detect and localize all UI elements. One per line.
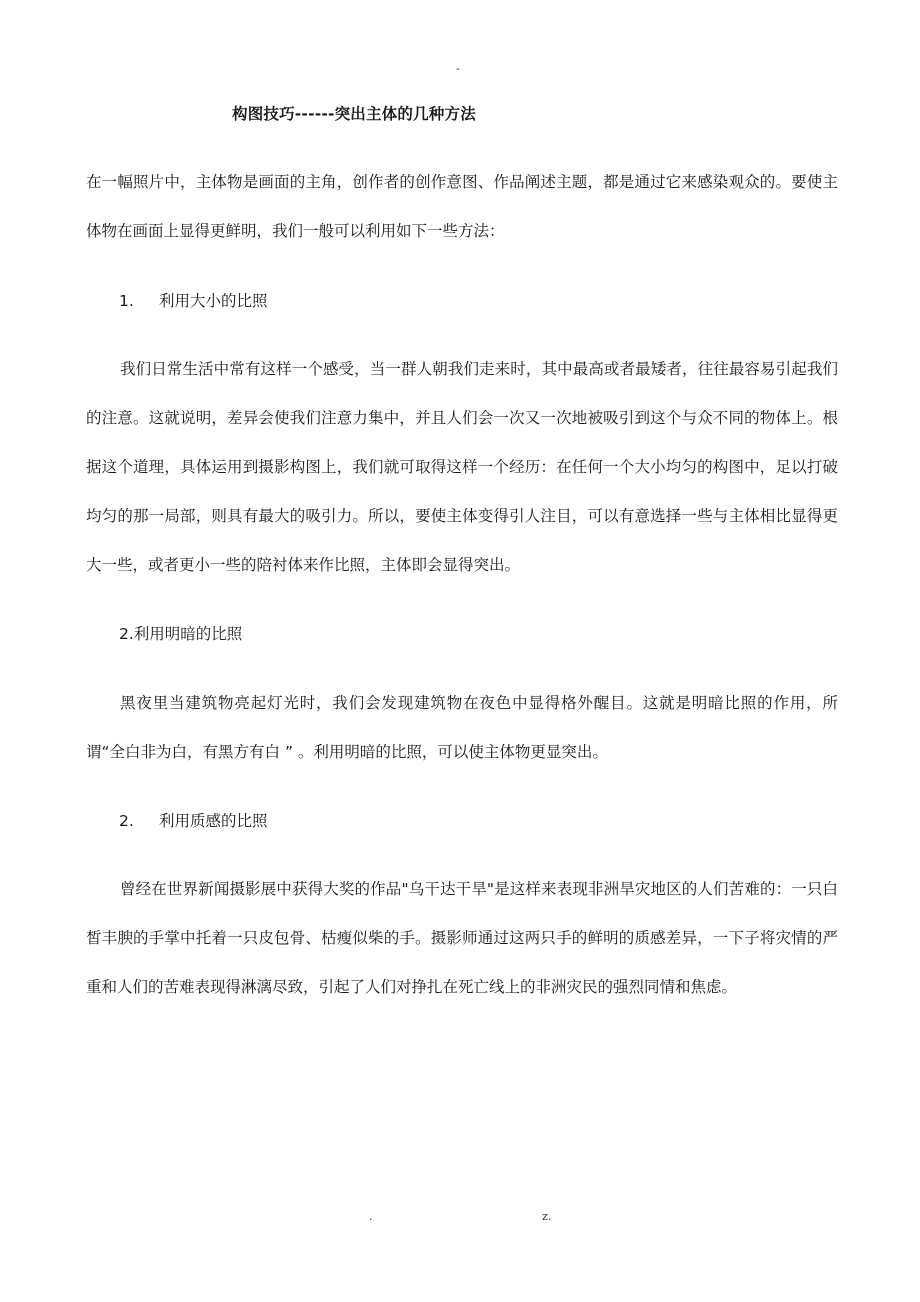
section-body-size: 我们日常生活中常有这样一个感受，当一群人朝我们走来时，其中最高或者最矮者，往往最容易引起我们的注意。这就说明，差异会使我们注意力集中，并且人们会一次又一次地被吸引到这个与众不同的物体上。根据这个道理，具体运用到摄影构图上，我们就可取得这样一个经历：在任何一个大小均匀的构图中，足以打破均匀的那一局部，则具有最大的吸引力。所以，要使主体变得引人注目，可以有意选择一些与主体相比显得更大一些，或者更小一些的陪衬体来作比照，主体即会显得突出。 [86, 360, 838, 574]
footer-left-mark: . [369, 1210, 373, 1223]
document-title: 构图技巧------突出主体的几种方法 [232, 105, 476, 123]
section-title: 利用质感的比照 [159, 812, 268, 830]
section-title: 利用大小的比照 [159, 292, 268, 310]
footer-right-mark: z. [542, 1210, 552, 1223]
section-body-texture: 曾经在世界新闻摄影展中获得大奖的作品"乌干达干旱"是这样来表现非洲旱灾地区的人们苦难的：一只白皙丰腴的手掌中托着一只皮包骨、枯瘦似柴的手。摄影师通过这两只手的鲜明的质感差异，一下子将灾情的严重和人们的苦难表现得淋漓尽致，引起了人们对挣扎在死亡线上的非洲灾民的强烈同情和焦虑。 [86, 880, 838, 996]
intro-paragraph: 在一幅照片中，主体物是画面的主角，创作者的创作意图、作品阐述主题，都是通过它来感染观众的。要使主体物在画面上显得更鲜明，我们一般可以利用如下一些方法： [86, 173, 838, 240]
header-mark: - [456, 62, 460, 75]
section-title: 利用明暗的比照 [133, 625, 243, 643]
section-heading-brightness [119, 624, 242, 644]
section-heading-texture [119, 811, 268, 831]
section-body-brightness: 黑夜里当建筑物亮起灯光时，我们会发现建筑物在夜色中显得格外醒目。这就是明暗比照的作用，所谓“全白非为白，有黑方有白 ” 。利用明暗的比照，可以使主体物更显突出。 [86, 694, 838, 761]
section-number: 1. [119, 292, 134, 310]
section-heading-size [119, 291, 268, 311]
section-number: 2. [119, 812, 134, 830]
section-number: 2. [119, 625, 134, 643]
